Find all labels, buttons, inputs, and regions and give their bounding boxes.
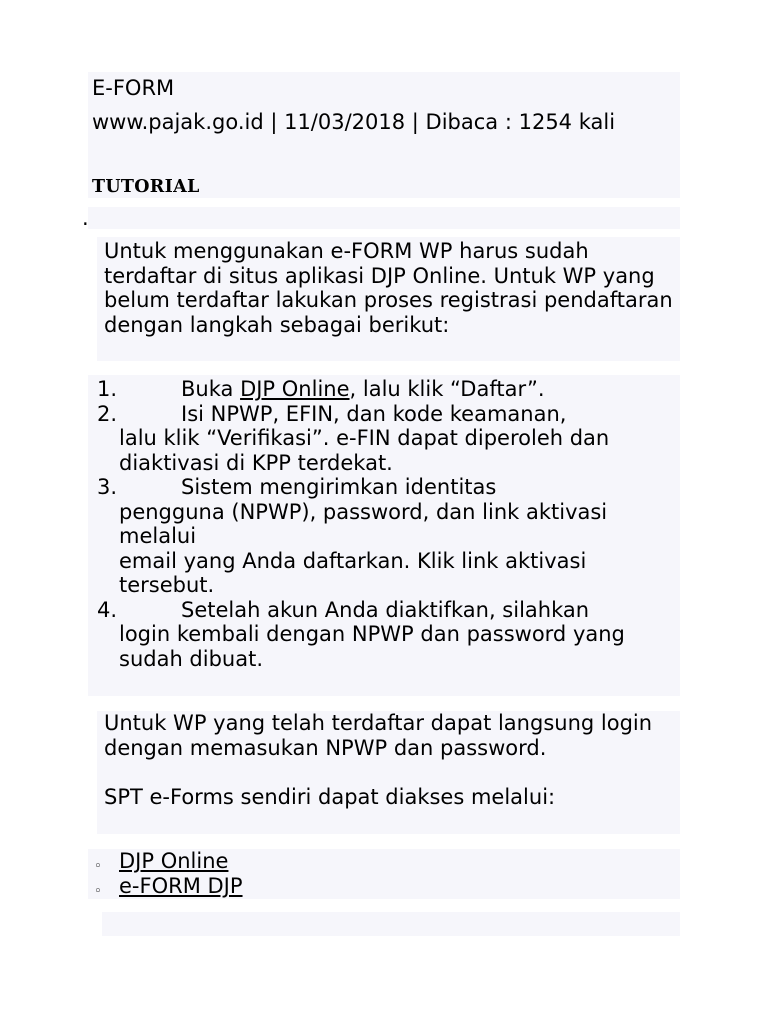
article-meta: www.pajak.go.id | 11/03/2018 | Dibaca : 1254 kali (92, 110, 616, 134)
step-text-continued: diaktivasi di KPP terdekat. (119, 450, 393, 475)
step-text: Setelah akun Anda diaktifkan, silahkan (181, 597, 590, 622)
page-title: E-FORM (92, 76, 175, 100)
step-item-3 (88, 475, 680, 598)
step-text: Sistem mengirimkan identitas (181, 475, 497, 499)
list-marker: . (82, 206, 89, 230)
step-text: Buka (181, 377, 241, 401)
step-text-continued: pengguna (NPWP), password, dan link aktivasi melalui (119, 499, 608, 548)
section-title: TUTORIAL (92, 177, 200, 197)
outro-paragraph: Untuk WP yang telah terdaftar dapat langsung login dengan memasukan NPWP dan password. (104, 711, 653, 760)
steps-list (88, 375, 680, 696)
step-number: 3. (97, 475, 118, 499)
outro-section (97, 711, 680, 834)
step-text-continued: login kembali dengan NPWP dan password yang sudah dibuat. (119, 622, 625, 671)
step-item-2 (88, 402, 680, 476)
step-text-continued: lalu klik “Verifikasi”. e-FIN dapat diperoleh dan (119, 426, 610, 450)
spacer-row (88, 207, 680, 229)
step-text-continued: email yang Anda daftarkan. Klik link aktivasi tersebut. (119, 548, 587, 597)
step-item-1 (88, 377, 680, 402)
eform-djp-link[interactable]: e-FORM DJP (119, 874, 243, 898)
djp-online-link[interactable]: DJP Online (240, 377, 350, 401)
footer-spacer (102, 912, 680, 936)
step-number: 1. (97, 377, 118, 401)
step-number: 2. (97, 401, 118, 426)
djp-online-link[interactable]: DJP Online (119, 849, 229, 873)
step-number: 4. (97, 597, 118, 622)
step-text: Isi NPWP, EFIN, dan kode keamanan, (181, 401, 567, 426)
bullet-icon: ◦ (94, 859, 102, 874)
bullet-icon: ◦ (94, 884, 102, 899)
access-paragraph: SPT e-Forms sendiri dapat diakses melalui: (104, 784, 556, 809)
intro-section (97, 237, 680, 361)
intro-paragraph: Untuk menggunakan e-FORM WP harus sudah terdaftar di situs aplikasi DJP Online. Untuk WP yang belum terdaftar lakukan proses registrasi pendaftaran dengan langkah sebagai berikut: (104, 239, 673, 337)
step-item-4 (88, 598, 680, 672)
article-header (88, 72, 680, 198)
links-list (88, 849, 680, 899)
step-text: , lalu klik “Daftar”. (349, 377, 545, 401)
